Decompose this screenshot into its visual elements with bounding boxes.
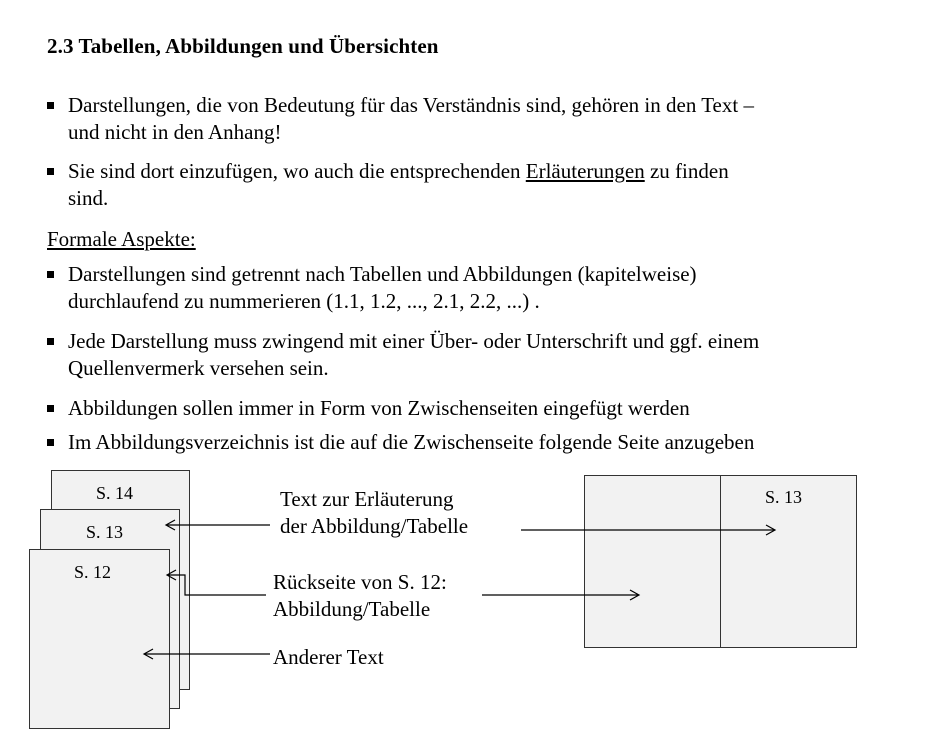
section-heading: 2.3 Tabellen, Abbildungen und Übersichten xyxy=(47,34,439,58)
page-label-s14: S. 14 xyxy=(96,483,134,503)
bullet-line: Darstellungen, die von Bedeutung für das Verständnis sind, gehören in den Text – xyxy=(68,93,754,117)
arrow-to-s12 xyxy=(168,575,266,595)
bullet-line: Im Abbildungsverzeichnis ist die auf die Zwischenseite folgende Seite anzugeben xyxy=(68,430,755,454)
bullet-line: sind. xyxy=(68,186,109,210)
bullet-line: durchlaufend zu nummerieren (1.1, 1.2, ..., 2.1, 2.2, ...) . xyxy=(68,289,540,313)
bullet-line: Abbildungen sollen immer in Form von Zwischenseiten eingefügt werden xyxy=(68,396,690,420)
page-label-s12: S. 12 xyxy=(74,562,112,582)
formal-aspects-label: Formale Aspekte: xyxy=(47,227,196,251)
bullet-line: Quellenvermerk versehen sein. xyxy=(68,356,329,380)
underlined-term: Erläuterungen xyxy=(525,159,645,183)
label-line: der Abbildung/Tabelle xyxy=(280,514,469,538)
spread-page-label: S. 13 xyxy=(765,487,803,507)
bullet-line: Darstellungen sind getrennt nach Tabellen und Abbildungen (kapitelweise) xyxy=(68,262,697,286)
label-line: Abbildung/Tabelle xyxy=(273,597,431,621)
bullet-line: Jede Darstellung muss zwingend mit einer Über- oder Unterschrift und ggf. einem xyxy=(68,329,760,353)
label-line: Text zur Erläuterung xyxy=(280,487,454,511)
page-label-s13: S. 13 xyxy=(86,522,124,542)
label-line: Rückseite von S. 12: xyxy=(273,570,447,594)
bullet-text: Sie sind dort einzufügen, wo auch die entsprechenden xyxy=(68,159,526,183)
bullet-line: und nicht in den Anhang! xyxy=(68,120,282,144)
bullet-text: zu finden xyxy=(644,159,729,183)
other-text-label: Anderer Text xyxy=(273,645,384,669)
